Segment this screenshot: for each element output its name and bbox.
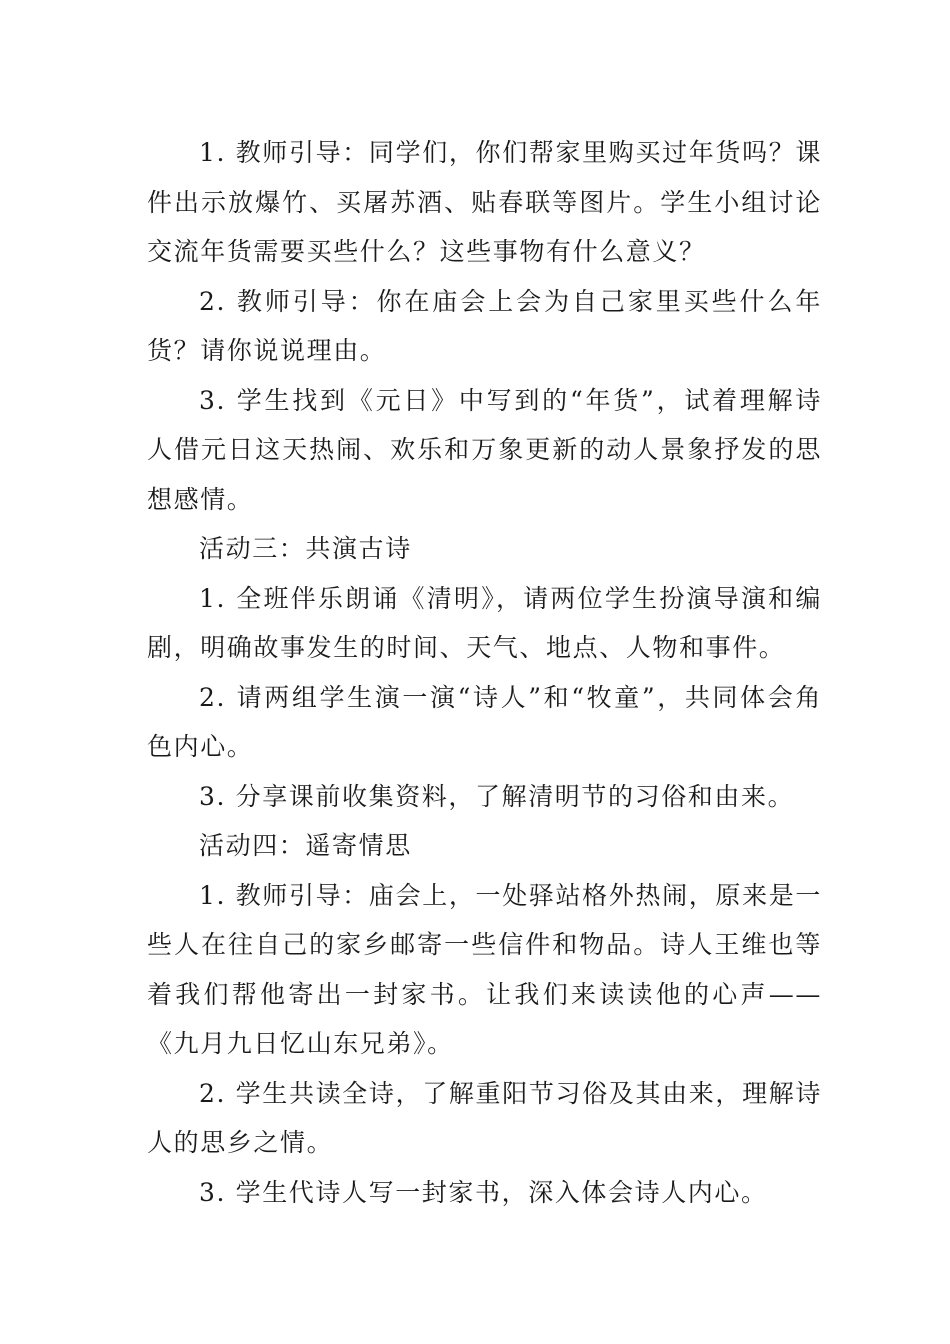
paragraph-7: 1. 教师引导：庙会上，一处驿站格外热闹，原来是一些人在往自己的家乡邮寄一些信件和物品。诗人王维也等着我们帮他寄出一封家书。让我们来读读他的心声——《九月九日忆山东兄弟》。 bbox=[147, 880, 822, 1058]
paragraph-6: 3. 分享课前收集资料，了解清明节的习俗和由来。 bbox=[199, 781, 795, 811]
paragraph-4: 1. 全班伴乐朗诵《清明》，请两位学生扮演导演和编剧，明确故事发生的时间、天气、地点、人物和事件。 bbox=[147, 583, 822, 662]
paragraph-3: 3. 学生找到《元日》中写到的“年货”，试着理解诗人借元日这天热闹、欢乐和万象更新的动人景象抒发的思想感情。 bbox=[147, 385, 822, 514]
paragraph-8: 2. 学生共读全诗，了解重阳节习俗及其由来，理解诗人的思乡之情。 bbox=[147, 1078, 822, 1157]
section-heading-activity-4: 活动四：遥寄情思 bbox=[199, 831, 412, 860]
paragraph-2: 2. 教师引导：你在庙会上会为自己家里买些什么年货？请你说说理由。 bbox=[147, 286, 822, 365]
document-body bbox=[147, 128, 822, 1217]
paragraph-9: 3. 学生代诗人写一封家书，深入体会诗人内心。 bbox=[199, 1177, 768, 1207]
section-heading-activity-3: 活动三：共演古诗 bbox=[199, 534, 412, 563]
paragraph-5: 2. 请两组学生演一演“诗人”和“牧童”，共同体会角色内心。 bbox=[147, 682, 822, 761]
paragraph-1: 1. 教师引导：同学们，你们帮家里购买过年货吗？课件出示放爆竹、买屠苏酒、贴春联等图片。学生小组讨论交流年货需要买些什么？这些事物有什么意义？ bbox=[147, 138, 822, 266]
